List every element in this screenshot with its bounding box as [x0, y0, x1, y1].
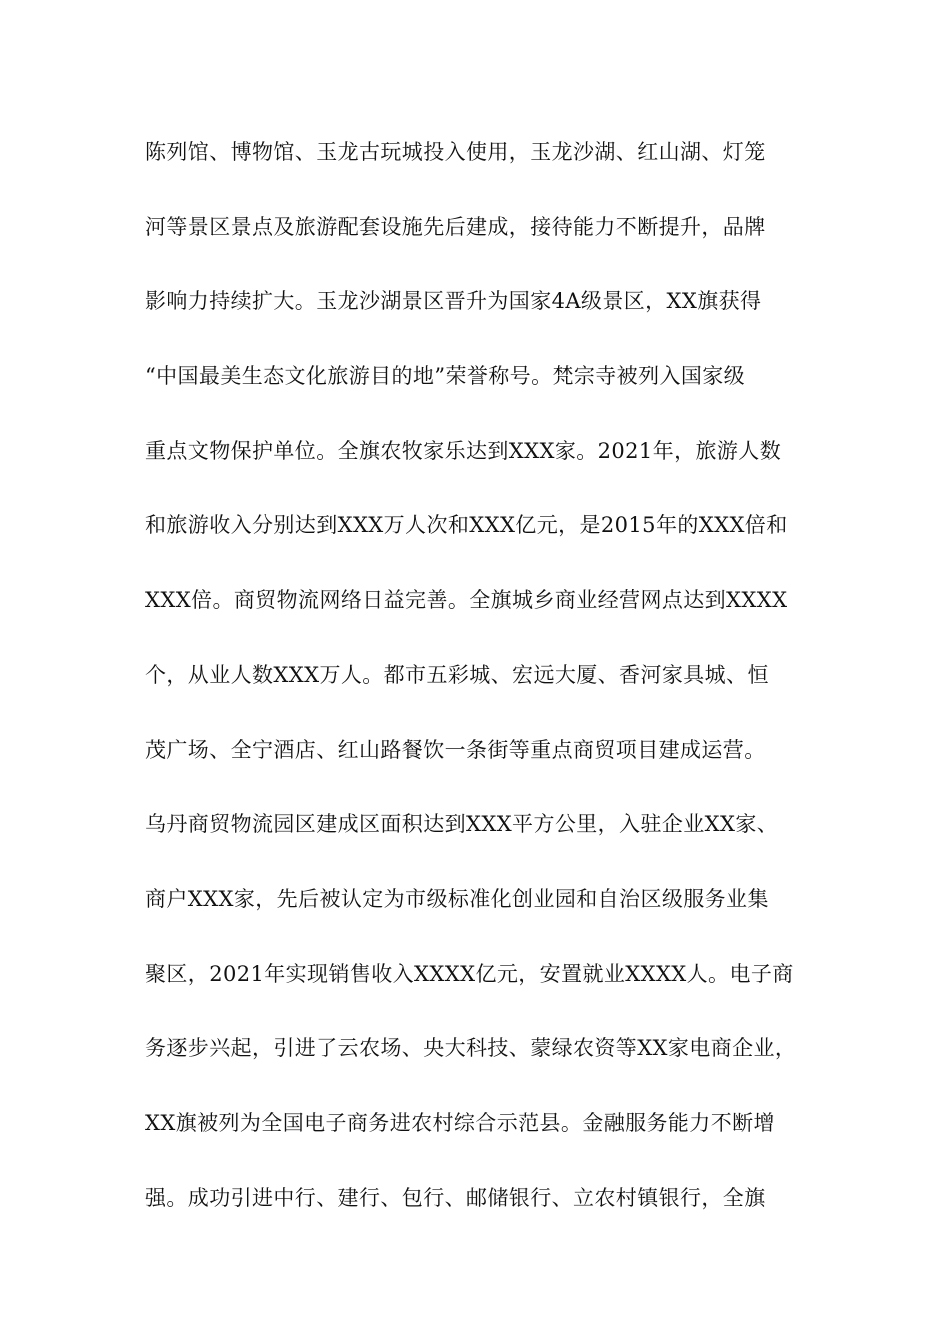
text-line: 茂广场、全宁酒店、红山路餐饮一条街等重点商贸项目建成运营。: [145, 737, 766, 762]
text-line: “中国最美生态文化旅游目的地”荣誉称号。梵宗寺被列入国家级: [145, 364, 746, 389]
text-line: 聚区，2021年实现销售收入XXXX亿元，安置就业XXXX人。电子商: [145, 961, 794, 986]
body-text: [145, 130, 825, 1250]
text-line: 重点文物保护单位。全旗农牧家乐达到XXX家。2021年，旅游人数: [145, 438, 782, 463]
text-line: 和旅游收入分别达到XXX万人次和XXX亿元，是2015年的XXX倍和: [145, 513, 788, 538]
text-line: 陈列馆、博物馆、玉龙古玩城投入使用，玉龙沙湖、红山湖、灯笼: [145, 140, 766, 164]
text-line: XX旗被列为全国电子商务进农村综合示范县。金融服务能力不断增: [145, 1110, 775, 1135]
text-line: 务逐步兴起，引进了云农场、央大科技、蒙绿农资等XX家电商企业，: [145, 1036, 797, 1061]
text-line: XXX倍。商贸物流网络日益完善。全旗城乡商业经营网点达到XXXX: [145, 588, 788, 613]
text-line: 影响力持续扩大。玉龙沙湖景区晋升为国家4A级景区，XX旗获得: [145, 289, 762, 314]
text-line: 强。成功引进中行、建行、包行、邮储银行、立农村镇银行，全旗: [145, 1185, 766, 1210]
text-line: 个，从业人数XXX万人。都市五彩城、宏远大厦、香河家具城、恒: [145, 662, 769, 687]
text-line: 乌丹商贸物流园区建成区面积达到XXX平方公里，入驻企业XX家、: [145, 812, 779, 837]
text-line: 河等景区景点及旅游配套设施先后建成，接待能力不断提升，品牌: [145, 214, 766, 239]
text-line: 商户XXX家，先后被认定为市级标准化创业园和自治区级服务业集: [145, 886, 769, 911]
